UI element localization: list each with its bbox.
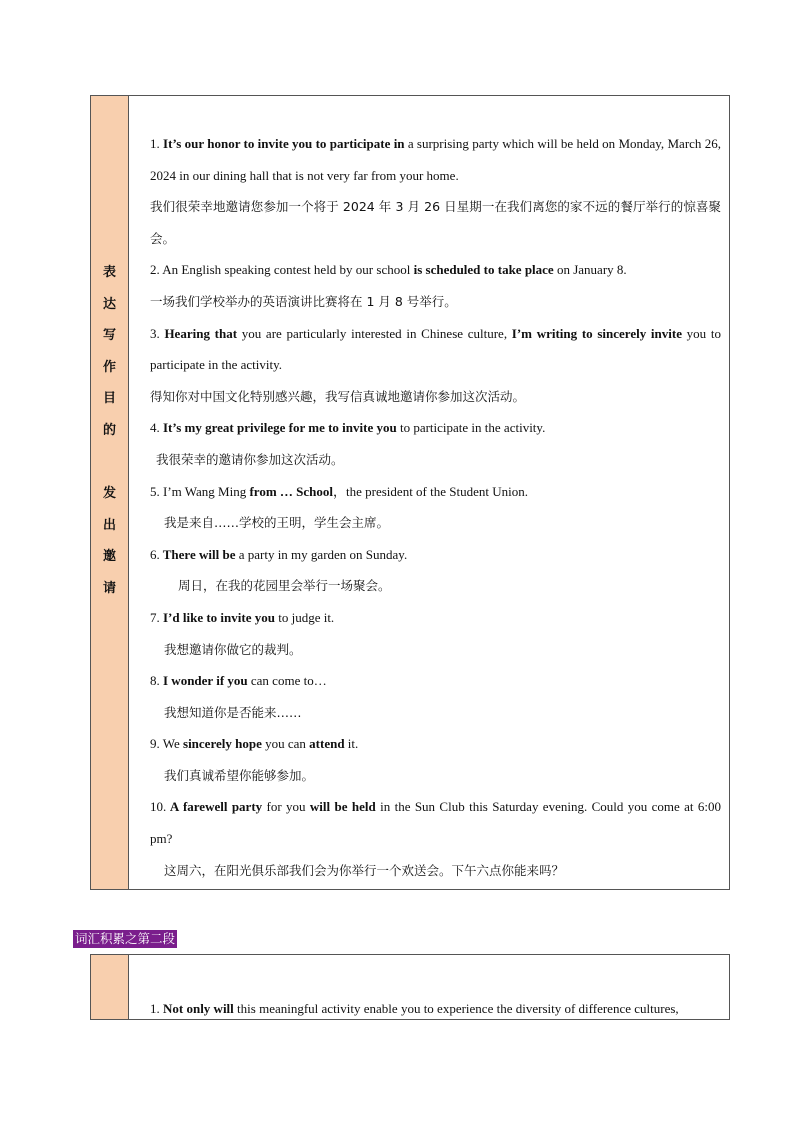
sentence-text: for you — [262, 799, 310, 815]
key-phrase: will be held — [309, 799, 376, 815]
sentence-english — [136, 539, 721, 571]
sentence-number: 1. — [150, 1001, 160, 1016]
sentence-number: 2. — [150, 262, 160, 278]
sentence-text: on January 8. — [553, 262, 627, 278]
sentence-number: 3. — [150, 325, 160, 341]
sentence-chinese: 一场我们学校举办的英语演讲比赛将在 1 月 8 号举行。 — [150, 293, 457, 309]
sentence-english — [136, 791, 721, 854]
sentence-text: ，the president of the Student Union. — [333, 483, 528, 499]
key-phrase: I wonder if you — [159, 673, 248, 689]
sentence-text: you to participate in the activity. — [150, 325, 721, 373]
sentence-chinese: 我想邀请你做它的裁判。 — [164, 641, 302, 657]
sentence-text: this meaningful activity enable you to experience the diversity of difference cultures, — [233, 1001, 679, 1016]
category-char: 邀 — [102, 549, 116, 565]
key-phrase: There will be — [159, 546, 236, 562]
category-char: 出 — [102, 517, 116, 533]
category-cell — [91, 955, 129, 1019]
sentence-chinese: 我是来自……学校的王明，学生会主席。 — [164, 515, 390, 531]
sentence-number: 1. — [150, 136, 160, 151]
sentence-english — [136, 412, 721, 444]
sentence-text: you can — [261, 736, 310, 752]
expression-table — [90, 95, 730, 890]
category-label — [91, 96, 128, 605]
sentence-chinese: 周日，在我的花园里会举行一场聚会。 — [178, 578, 391, 594]
sentence-text: We — [159, 736, 184, 752]
sentence-chinese: 这周六，在阳光俱乐部我们会为你举行一个欢送会。下午六点你能来吗？ — [164, 862, 565, 878]
vocabulary-table — [90, 954, 730, 1020]
sentence-number: 10. — [150, 799, 167, 815]
category-char: 写 — [102, 328, 116, 344]
key-phrase: sincerely hope — [183, 736, 262, 752]
key-phrase: I’d like to invite you — [159, 609, 275, 625]
key-phrase: I’m writing to sincerely invite — [511, 325, 682, 341]
sentence-chinese: 得知你对中国文化特别感兴趣，我写信真诚地邀请你参加这次活动。 — [150, 388, 526, 404]
key-phrase: It’s my great privilege for me to invite you — [159, 420, 397, 436]
category-char: 请 — [102, 580, 116, 596]
sentence-number: 4. — [150, 420, 160, 436]
sentence-english — [136, 128, 721, 191]
key-phrase: It’s our honor to invite you to participate in — [159, 136, 405, 151]
sentence-chinese: 我们很荣幸地邀请您参加一个将于 2024 年 3 月 26 日星期一在我们离您的家不远的餐厅举行的惊喜聚会。 — [150, 199, 721, 246]
sentence-text: to participate in the activity. — [396, 420, 546, 436]
category-char: 发 — [102, 486, 116, 502]
sentence-english — [136, 993, 723, 1025]
sentence-number: 5. — [150, 483, 160, 499]
sentence-text: you are particularly interested in Chinese culture, — [237, 325, 512, 341]
sentence-text: a surprising party which will be held on Monday, March 26, 2024 in our dining hall that is not very far from your home. — [150, 136, 721, 183]
sentence-english — [136, 728, 721, 760]
sentence-english — [136, 254, 721, 286]
category-char: 的 — [102, 422, 116, 438]
sentence-english — [136, 602, 721, 634]
sentence-text: can come to… — [247, 673, 327, 689]
category-char: 作 — [102, 359, 116, 375]
vocabulary-list — [129, 955, 729, 1019]
sentence-chinese: 我想知道你是否能来…… — [164, 704, 302, 720]
sentence-english — [136, 318, 721, 381]
key-phrase: Not only will — [159, 1001, 234, 1016]
sentence-text: a party in my garden on Sunday. — [235, 546, 408, 562]
sentence-english — [136, 476, 721, 508]
sentence-number: 9. — [150, 736, 160, 752]
sentence-number: 7. — [150, 609, 160, 625]
sentence-text: it. — [344, 736, 359, 752]
sentence-number: 8. — [150, 673, 160, 689]
sentence-chinese: 我们真诚希望你能够参加。 — [164, 767, 315, 783]
sentence-text: to judge it. — [274, 609, 335, 625]
key-phrase: Hearing that — [159, 325, 238, 341]
key-phrase: attend — [309, 736, 345, 752]
section-heading: 词汇积累之第二段 — [75, 931, 176, 946]
sentence-number: 6. — [150, 546, 160, 562]
category-char: 目 — [102, 391, 116, 407]
key-phrase: is scheduled to take place — [413, 262, 554, 278]
sentence-text: An English speaking contest held by our school — [159, 262, 414, 278]
category-char: 表 — [102, 265, 116, 280]
expression-list — [129, 96, 729, 889]
key-phrase: A farewell party — [166, 799, 263, 815]
sentence-chinese: 我很荣幸的邀请你参加这次活动。 — [156, 451, 344, 467]
sentence-english — [136, 665, 721, 697]
sentence-text: in the Sun Club this Saturday evening. Could you come at 6:00 pm? — [150, 799, 721, 847]
sentence-text: I’m Wang Ming — [159, 483, 250, 499]
category-char: 达 — [102, 296, 116, 312]
category-cell — [91, 96, 129, 889]
key-phrase: from … School — [249, 483, 334, 499]
